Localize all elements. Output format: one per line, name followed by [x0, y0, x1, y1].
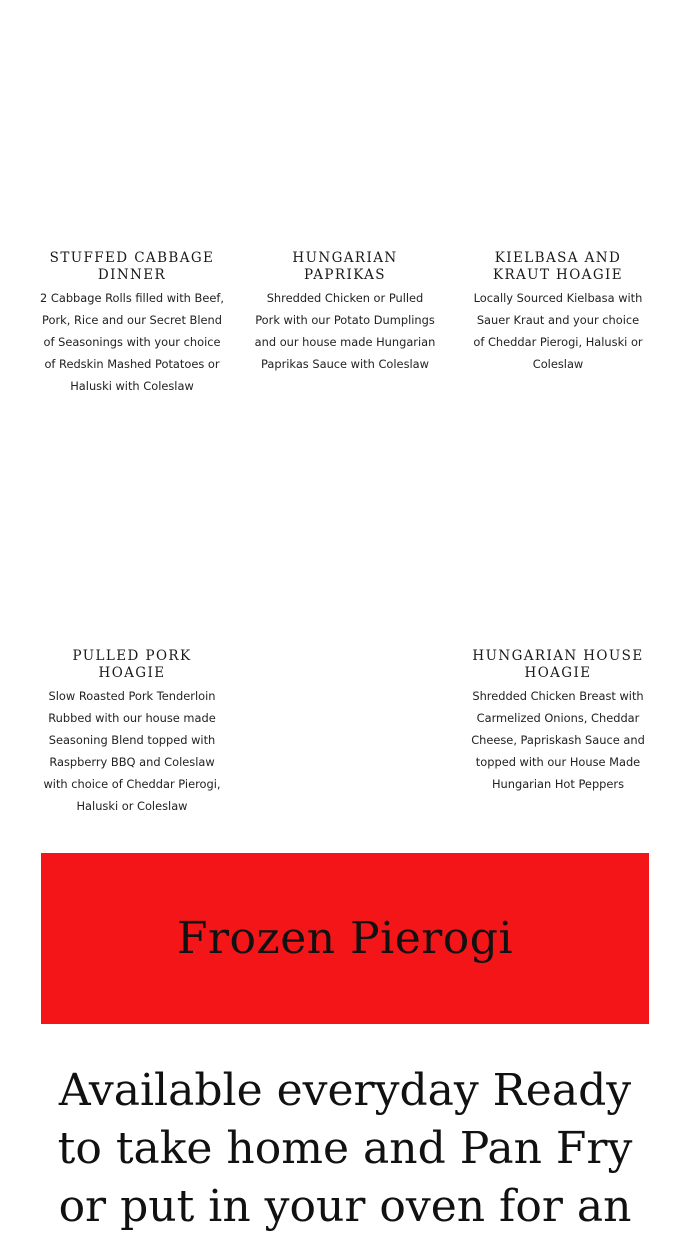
- menu-item-description: Shredded Chicken Breast with Carmelized Onions, Cheddar Cheese, Papriskash Sauce and topped with our House Made Hungarian Hot Peppers: [471, 689, 645, 791]
- frozen-pierogi-banner: [41, 853, 649, 1024]
- menu-item-stuffed-cabbage: [40, 250, 224, 397]
- menu-item-description: Slow Roasted Pork Tenderloin Rubbed with our house made Seasoning Blend topped with Raspberry BBQ and Coleslaw with choice of Cheddar Pierogi, Haluski or Coleslaw: [43, 689, 221, 813]
- menu-item-title: HUNGARIAN PAPRIKAS: [292, 250, 398, 283]
- menu-item-kielbasa-hoagie: [466, 250, 650, 375]
- menu-item-title: STUFFED CABBAGE DINNER: [49, 250, 215, 283]
- menu-item-description: 2 Cabbage Rolls filled with Beef, Pork, Rice and our Secret Blend of Seasonings with your choice of Redskin Mashed Potatoes or Haluski with Coleslaw: [40, 291, 224, 393]
- menu-item-description: Locally Sourced Kielbasa with Sauer Kraut and your choice of Cheddar Pierogi, Haluski or Coleslaw: [473, 291, 643, 371]
- frozen-pierogi-title: Frozen Pierogi: [176, 913, 514, 964]
- menu-item-title: HUNGARIAN HOUSE HOAGIE: [472, 648, 644, 681]
- menu-item-description: Shredded Chicken or Pulled Pork with our Potato Dumplings and our house made Hungarian Paprikas Sauce with Coleslaw: [254, 291, 436, 371]
- menu-item-title: PULLED PORK HOAGIE: [72, 648, 192, 681]
- menu-item-hungarian-paprikas: [253, 250, 437, 375]
- menu-item-hungarian-house-hoagie: [466, 648, 650, 795]
- menu-item-pulled-pork-hoagie: [40, 648, 224, 817]
- frozen-pierogi-availability-text: Available everyday Ready to take home and Pan Fry or put in your oven for an: [57, 1065, 633, 1232]
- menu-item-title: KIELBASA AND KRAUT HOAGIE: [492, 250, 624, 283]
